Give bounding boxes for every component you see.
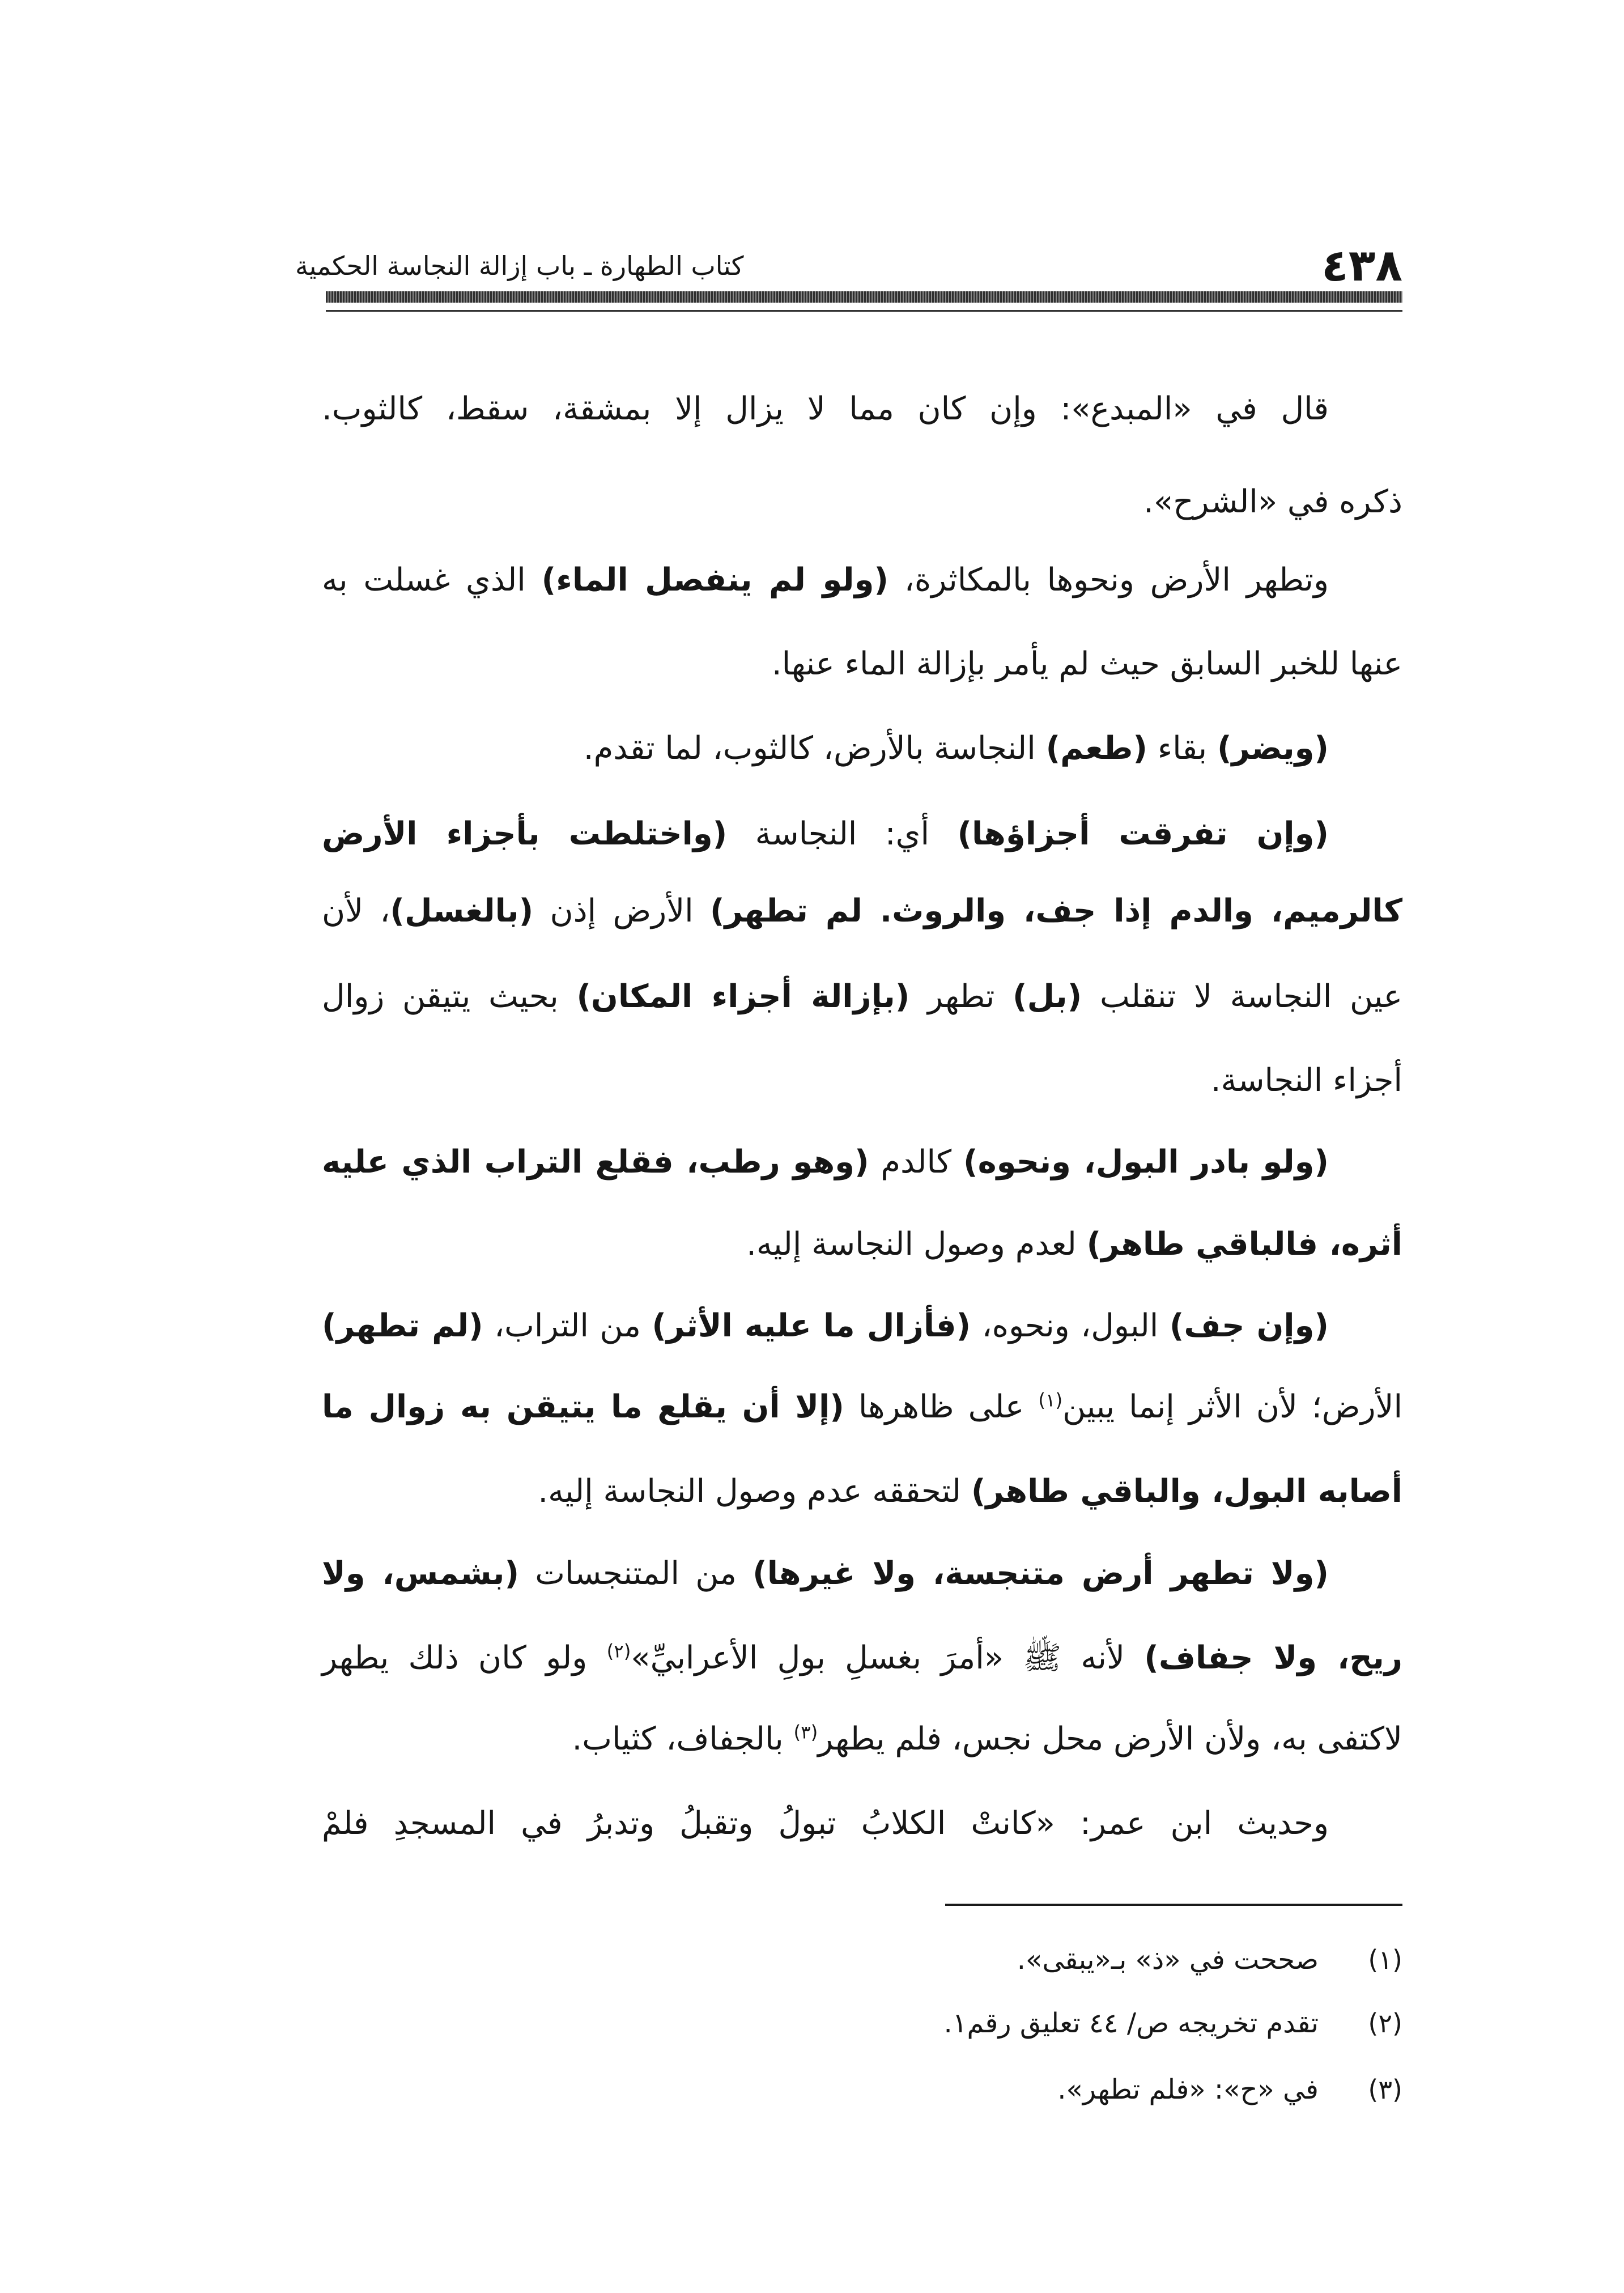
body-line [322, 636, 1402, 693]
text-segment: قال في «المبدع»: وإن كان مما لا يزال إلا بمشقة، سقط، كالثوب. [322, 390, 1329, 427]
text-segment: النجاسة بالأرض، كالثوب، لما تقدم. [583, 730, 1046, 767]
text-segment: ولو كان ذلك يطهر [322, 1640, 607, 1676]
bold-text-segment: (بشمس، ولا [322, 1555, 520, 1592]
running-title: كتاب الطهارة ـ باب إزالة النجاسة الحكمية [295, 250, 744, 281]
text-segment: وتطهر الأرض ونحوها بالمكاثرة، [888, 562, 1329, 598]
footnote-number: (١) [1368, 1944, 1402, 1975]
body-line [322, 883, 1402, 940]
bold-text-segment: (وإن تفرقت أجزاؤها) [957, 816, 1329, 852]
body-line [322, 1795, 1402, 1852]
text-segment: ذكره في «الشرح». [1143, 483, 1402, 520]
text-segment: عين النجاسة لا تنقلب [1082, 978, 1402, 1015]
body-line [322, 1052, 1402, 1109]
footnote-text: صححت في «ذ» بـ«يبقى». [1017, 1944, 1319, 1976]
footnote-ref: (٣) [793, 1721, 818, 1743]
bold-text-segment: (طعم) [1045, 730, 1148, 767]
text-segment: ، لأن [322, 893, 390, 929]
text-segment: لاكتفى به، ولأن الأرض محل نجس، فلم يطهر [818, 1721, 1402, 1757]
bold-text-segment: ريح، ولا جفاف) [1144, 1640, 1403, 1676]
text-segment: من المتنجسات [519, 1555, 753, 1592]
footnote-number: (٣) [1368, 2074, 1402, 2105]
body-line [322, 1216, 1402, 1273]
footnote-text: تقدم تخريجه ص/ ٤٤ تعليق رقم١. [943, 2007, 1319, 2039]
text-segment: أي: النجاسة [727, 816, 958, 852]
text-segment: تطهر [909, 978, 1013, 1015]
body-line [322, 1134, 1402, 1191]
body-line [322, 474, 1402, 530]
bold-text-segment: (بإزالة أجزاء المكان) [576, 978, 910, 1015]
text-segment: وحديث ابن عمر: «كانتْ الكلابُ تبولُ وتقبلُ وتدبرُ في المسجدِ فلمْ [322, 1805, 1329, 1842]
footnote-ref: (٢) [606, 1640, 631, 1662]
text-segment: البول، ونحوه، [971, 1307, 1170, 1344]
footnote-separator [945, 1904, 1402, 1906]
page-number: ٤٣٨ [1321, 240, 1402, 291]
body-line [322, 1298, 1402, 1354]
body-line [322, 381, 1402, 438]
body-line [322, 1463, 1402, 1520]
body-line [322, 552, 1402, 609]
footnote-ref: (١) [1038, 1389, 1063, 1411]
text-segment: من التراب، [483, 1307, 652, 1344]
bold-text-segment: (فأزال ما عليه الأثر) [652, 1307, 971, 1344]
bold-text-segment: (بالغسل) [390, 893, 534, 929]
bold-text-segment: كالرميم، والدم إذا جف، والروث. لم تطهر) [709, 893, 1403, 929]
text-segment: الأرض إذن [533, 893, 710, 929]
bold-text-segment: (واختلطت بأجزاء الأرض [322, 816, 728, 852]
footnote-text: في «ح»: «فلم تطهر». [1057, 2074, 1319, 2105]
bold-text-segment: (إلا أن يقلع ما يتيقن به زوال ما [322, 1388, 844, 1425]
bold-text-segment: (بل) [1013, 978, 1082, 1015]
bold-text-segment: أثره، فالباقي طاهر) [1086, 1226, 1402, 1263]
body-line [322, 1630, 1402, 1687]
bold-text-segment: (ولو بادر البول، ونحوه) [963, 1144, 1329, 1181]
bold-text-segment: (وإن جف) [1169, 1307, 1329, 1344]
text-segment: لأنه ﷺ «أمرَ بغسلِ بولِ الأعرابيِّ» [631, 1640, 1145, 1676]
text-segment: الذي غسلت به [322, 562, 542, 598]
text-segment: عنها للخبر السابق حيث لم يأمر بإزالة الماء عنها. [771, 646, 1402, 682]
text-segment: كالدم [869, 1144, 963, 1181]
text-segment: بقاء [1147, 730, 1217, 767]
bold-text-segment: (ولا تطهر أرض متنجسة، ولا غيرها) [753, 1555, 1329, 1592]
bold-text-segment: أصابه البول، والباقي طاهر) [971, 1473, 1402, 1510]
body-line [322, 1379, 1402, 1436]
text-segment: لعدم وصول النجاسة إليه. [746, 1226, 1087, 1263]
text-segment: على ظاهرها [844, 1388, 1039, 1425]
bold-text-segment: (ويضر) [1217, 730, 1329, 767]
body-line [322, 1711, 1402, 1768]
text-segment: بالجفاف، كثياب. [572, 1721, 794, 1757]
footnote-number: (٢) [1368, 2008, 1402, 2039]
bold-text-segment: (لم تطهر) [322, 1307, 483, 1344]
text-segment: الأرض؛ لأن الأثر إنما يبين [1062, 1388, 1403, 1425]
header-rule-thin [326, 310, 1402, 312]
text-segment: بحيث يتيقن زوال [322, 978, 577, 1015]
text-segment: لتحققه عدم وصول النجاسة إليه. [538, 1473, 971, 1510]
header-rule-thick [326, 291, 1402, 303]
bold-text-segment: (ولو لم ينفصل الماء) [541, 562, 888, 598]
body-line [322, 1545, 1402, 1602]
body-line [322, 806, 1402, 863]
body-line [322, 720, 1402, 777]
bold-text-segment: (وهو رطب، فقلع التراب الذي عليه [322, 1144, 869, 1181]
body-line [322, 969, 1402, 1025]
text-segment: أجزاء النجاسة. [1210, 1062, 1402, 1099]
